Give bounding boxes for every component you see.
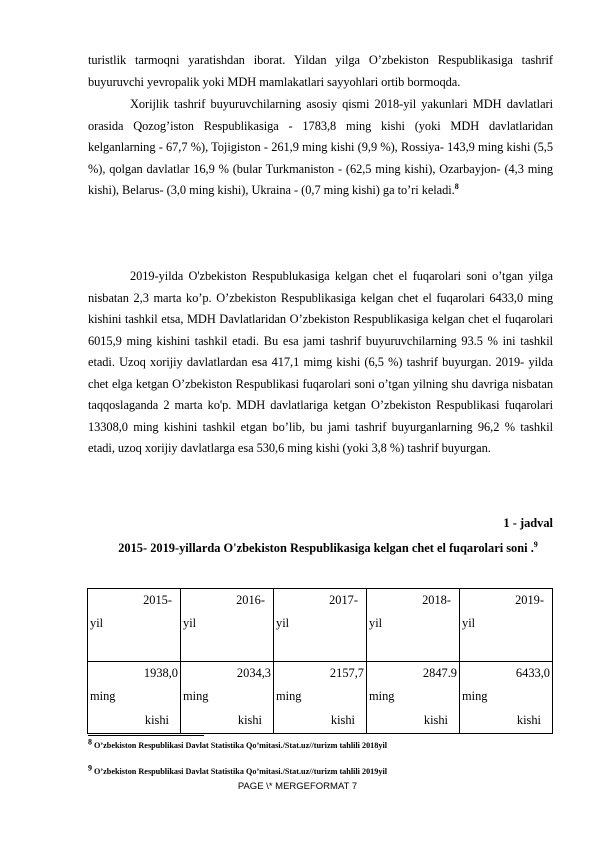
footnote-9: $^9$ O’zbekiston Respublikasi Davlat Statistika Qo’mitasi./Stat.uz//turizm tahlili 2019yil: [88, 763, 387, 776]
table-cell: 2017- yil: [274, 589, 367, 662]
table-cell: 2018- yil: [367, 589, 460, 662]
table-caption: 2015- 2019-yillarda O'zbekiston Respublikasiga kelgan chet el fuqarolari soni .$^9$: [118, 539, 538, 555]
table-cell: 2157,7 ming kishi: [274, 662, 367, 734]
footnote-8: $^8$ O’zbekiston Respublikasi Davlat Statistika Qo’mitasi./Stat.uz//turizm tahlili 2018yil: [88, 737, 387, 750]
table-cell: 6433,0 ming kishi: [460, 662, 553, 734]
table-cell: 2847.9 ming kishi: [367, 662, 460, 734]
footnote-separator: [88, 735, 204, 736]
paragraph-3: 2019-yilda O'zbekiston Respublukasiga kelgan chet el fuqarolari soni o’tgan yilga nisbatan 2,3 marta ko’p. O’zbekiston Respublikasiga kelgan chet el fuqarolari 6433,0 ming kishini tashkil etsa, MDH Davlatlaridan O’zbekiston Respublikasiga kelgan chet el fuqarolari 6015,9 ming kishini tashkil etadi. Bu esa jami tashrif buyuruvchilarning 93.5 % ini tashkil etadi. Uzoq xorijiy davlatlardan esa 417,1 mimg kishi (6,5 %) tashrif buyurgan. 2019- yilda chet elga ketgan O’zbekiston Respublikasi fuqarolari soni o’tgan yilning shu davriga nisbatan taqqoslaganda 2 marta ko'p. MDH davlatlariga ketgan O’zbekiston Respublikasi fuqarolari 13308,0 ming kishini tashkil etgan bo’lib, bu jami tashrif buyurganlarning 96,2 % tashkil etadi, uzoq xorijiy davlatlarga esa 530,6 ming kishi (yoki 3,8 %) tashrif buyurgan.: [88, 269, 553, 455]
table-label: 1 - jadval: [503, 516, 553, 530]
footnote-ref: 8: [454, 181, 459, 191]
data-table: [87, 588, 553, 734]
table-cell: 2016- yil: [181, 589, 274, 662]
table-cell: 2034,3 ming kishi: [181, 662, 274, 734]
table-row: [88, 662, 553, 734]
page-footer: PAGE \* MERGEFORMAT 7: [237, 781, 358, 792]
table-cell: 1938,0 ming kishi: [88, 662, 181, 734]
table-cell: 2019- yil: [460, 589, 553, 662]
paragraph-1: turistlik tarmoqni yaratishdan iborat. Yildan yilga O’zbekiston Respublikasiga tashrif buyuruvchi yevropalik yoki MDH mamlakatlari sayyohlari ortib bormoqda.: [88, 53, 553, 89]
table-header-row: [88, 589, 553, 662]
paragraph-2: Xorijlik tashrif buyuruvchilarning asosiy qismi 2018-yil yakunlari MDH davlatlari orasida Qozog’iston Respublikasiga - 1783,8 ming kishi (yoki MDH davlatlaridan kelganlarning - 67,7 %), Tojigiston - 261,9 ming kishi (9,9 %), Rossiya- 143,9 ming kishi (5,5 %), qolgan davlatlar 16,9 % (bular Turkmaniston - (62,5 ming kishi), Ozarbayjon- (4,3 ming kishi), Belarus- (3,0 ming kishi), Ukraina - (0,7 ming kishi) ga to’ri keladi.$^8$: [88, 97, 553, 197]
footnote-ref: 9: [533, 539, 538, 549]
table-cell: 2015- yil: [88, 589, 181, 662]
